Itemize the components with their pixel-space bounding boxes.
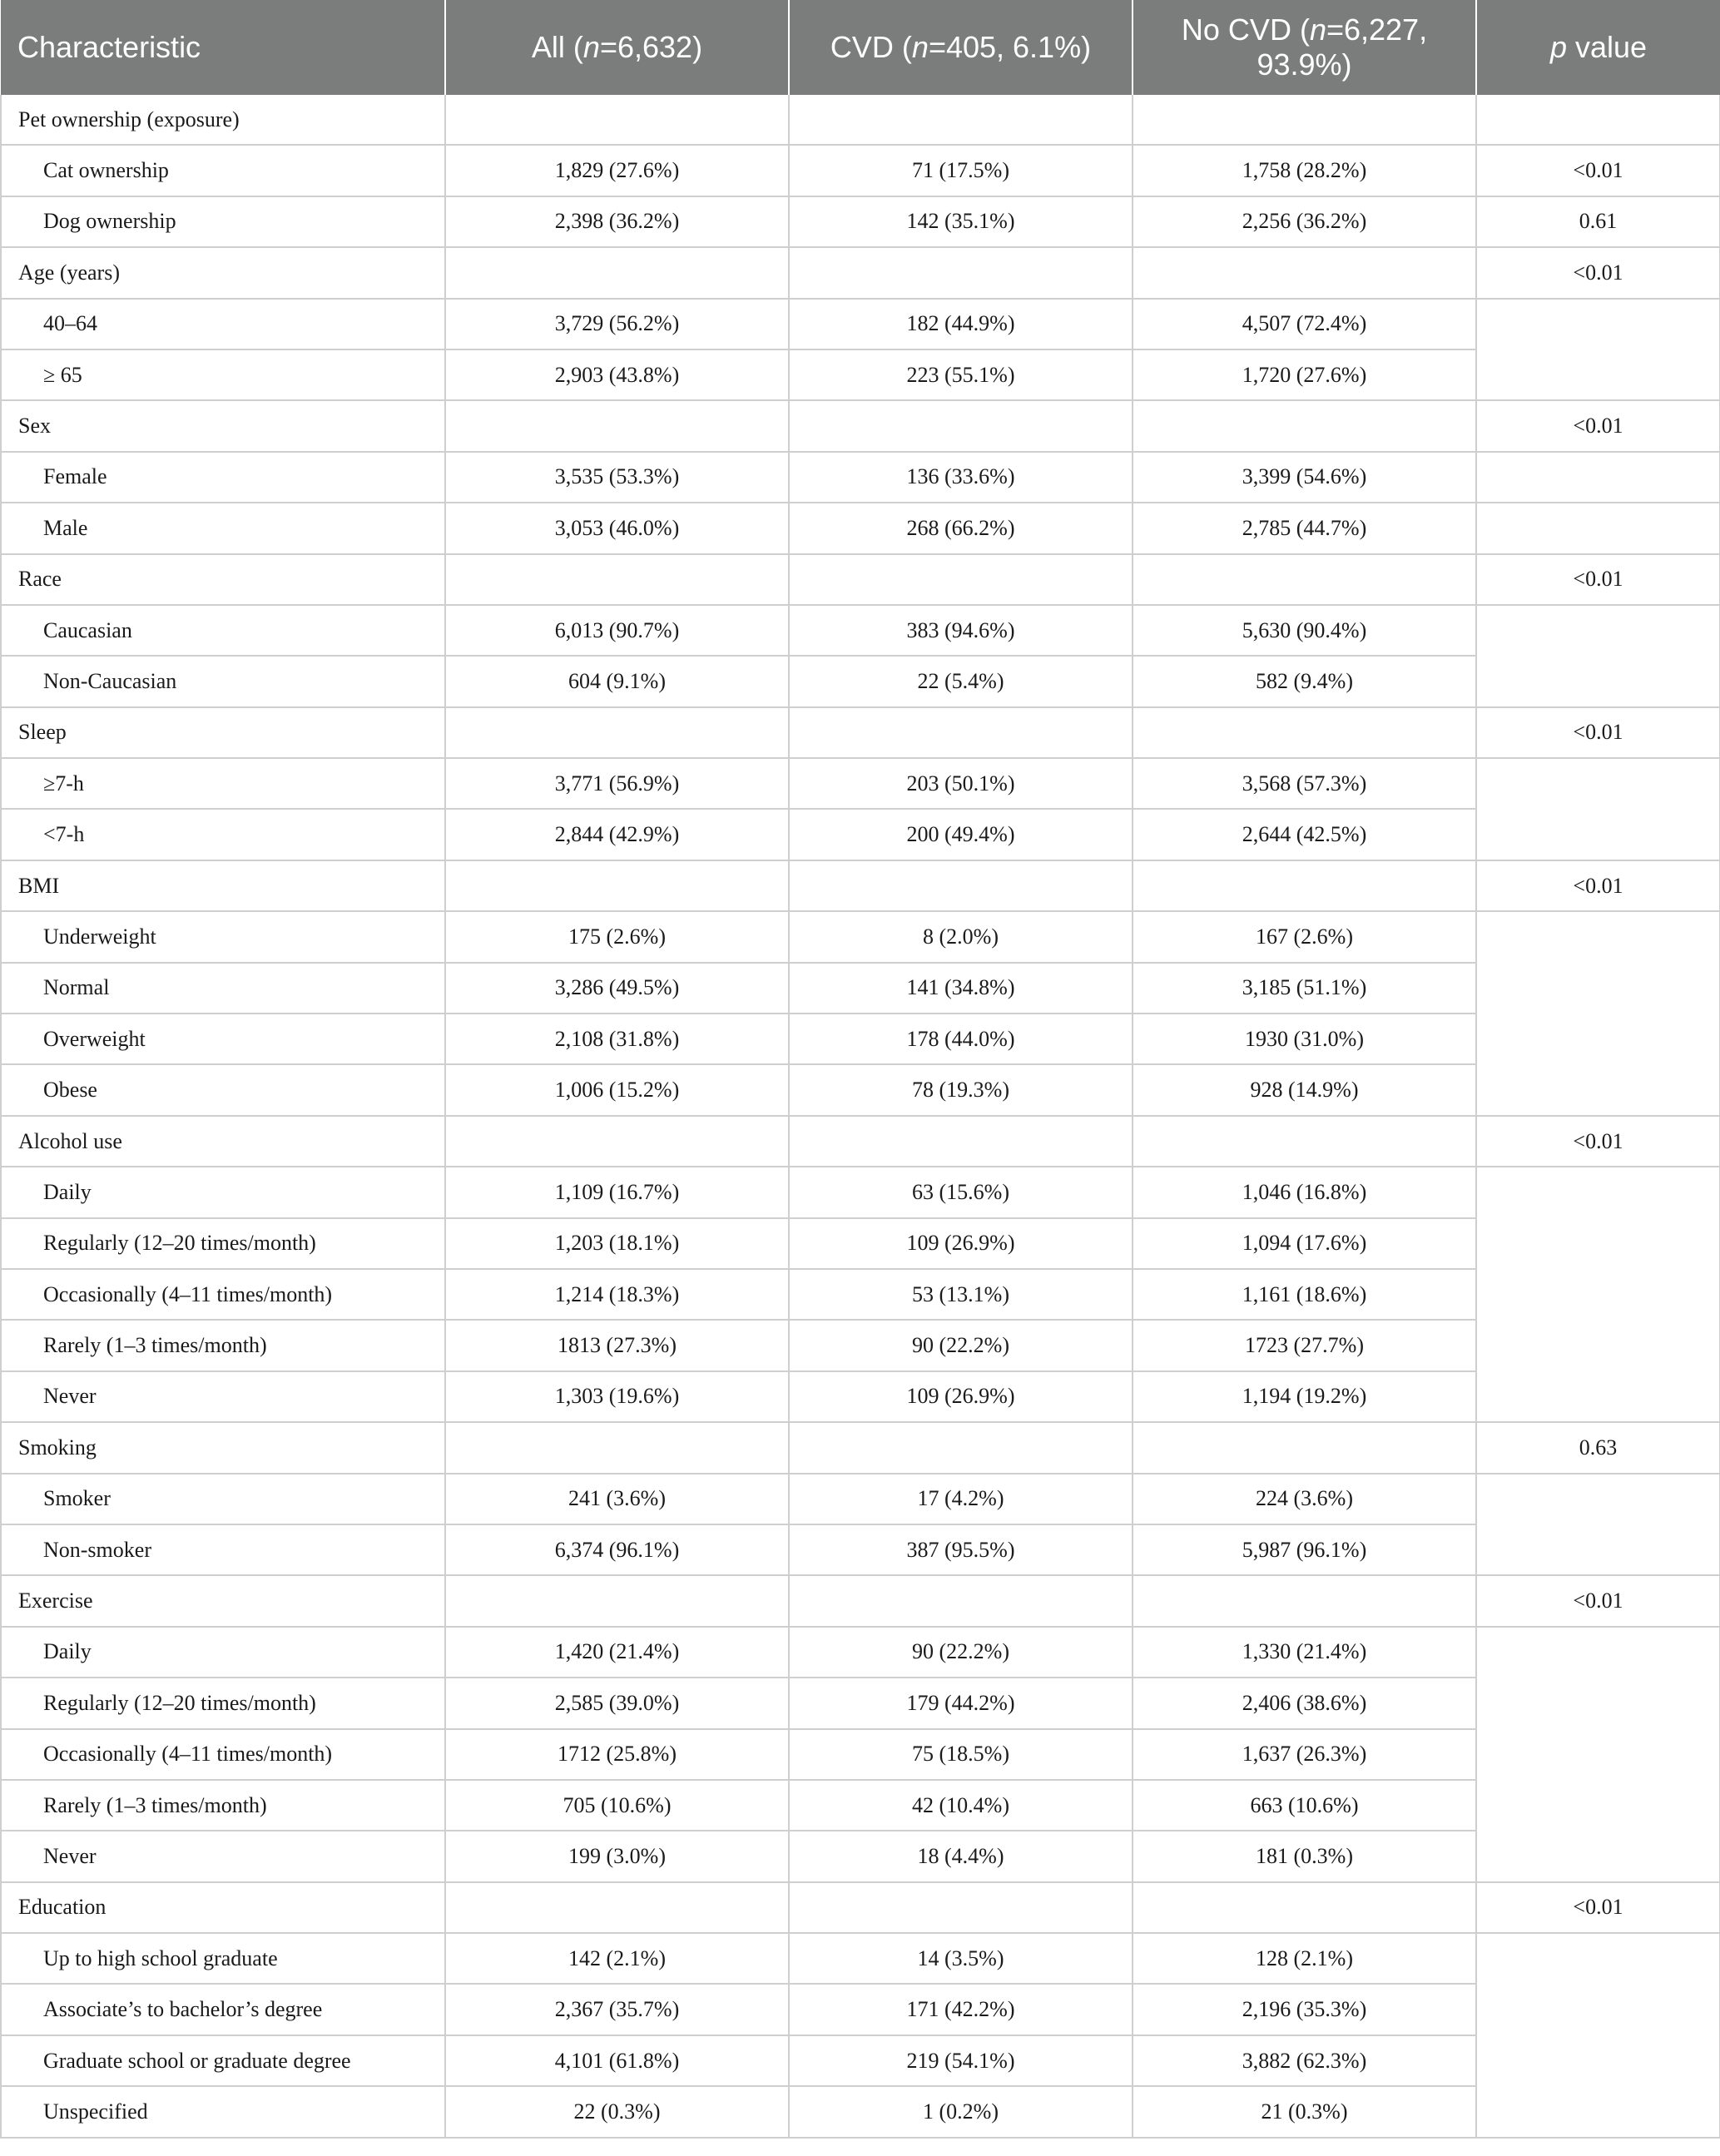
cell-cvd — [789, 1882, 1133, 1933]
row-label: Overweight — [1, 1014, 445, 1064]
cell-all: 3,053 (46.0%) — [445, 503, 789, 553]
cell-cvd: 17 (4.2%) — [789, 1474, 1133, 1524]
cell-cvd: 136 (33.6%) — [789, 452, 1133, 503]
cell-cvd: 42 (10.4%) — [789, 1780, 1133, 1831]
group-row — [1, 1116, 1720, 1167]
cell-cvd — [789, 247, 1133, 298]
row-label: ≥7-h — [1, 758, 445, 809]
table-row — [1, 196, 1720, 247]
cell-cvd: 109 (26.9%) — [789, 1218, 1133, 1269]
row-label: 40–64 — [1, 299, 445, 349]
table-row — [1, 1014, 1720, 1064]
cell-cvd: 142 (35.1%) — [789, 196, 1133, 247]
cell-all: 1,006 (15.2%) — [445, 1064, 789, 1115]
cell-cvd: 90 (22.2%) — [789, 1627, 1133, 1678]
cell-cvd: 14 (3.5%) — [789, 1933, 1133, 1984]
cell-all: 3,535 (53.3%) — [445, 452, 789, 503]
cell-all — [445, 1116, 789, 1167]
row-label: Daily — [1, 1627, 445, 1678]
row-label: Obese — [1, 1064, 445, 1115]
table-row — [1, 1780, 1720, 1831]
cell-no-cvd — [1133, 400, 1476, 451]
row-label: Never — [1, 1371, 445, 1422]
row-label: Rarely (1–3 times/month) — [1, 1780, 445, 1831]
cell-all: 6,374 (96.1%) — [445, 1524, 789, 1575]
cell-no-cvd: 3,882 (62.3%) — [1133, 2035, 1476, 2086]
cell-cvd — [789, 1116, 1133, 1167]
row-label: Occasionally (4–11 times/month) — [1, 1729, 445, 1780]
table-row — [1, 1064, 1720, 1115]
header-all-prefix: All ( — [531, 30, 583, 64]
cell-cvd — [789, 400, 1133, 451]
group-p-value — [1476, 95, 1720, 145]
row-label: Never — [1, 1831, 445, 1881]
cell-all: 4,101 (61.8%) — [445, 2035, 789, 2086]
cell-no-cvd: 167 (2.6%) — [1133, 911, 1476, 962]
cell-cvd: 268 (66.2%) — [789, 503, 1133, 553]
cell-cvd: 22 (5.4%) — [789, 656, 1133, 706]
cell-no-cvd — [1133, 1575, 1476, 1626]
header-nocvd-suffix: =6,227, 93.9%) — [1257, 12, 1428, 82]
cell-cvd: 53 (13.1%) — [789, 1269, 1133, 1320]
table-row — [1, 656, 1720, 706]
group-row — [1, 400, 1720, 451]
row-label: Non-smoker — [1, 1524, 445, 1575]
row-label: Normal — [1, 963, 445, 1014]
header-nocvd-prefix: No CVD ( — [1181, 12, 1310, 47]
cell-all: 175 (2.6%) — [445, 911, 789, 962]
cell-cvd: 387 (95.5%) — [789, 1524, 1133, 1575]
header-cvd-suffix: =405, 6.1%) — [928, 30, 1092, 64]
cell-no-cvd: 663 (10.6%) — [1133, 1780, 1476, 1831]
row-label: Non-Caucasian — [1, 656, 445, 706]
header-nocvd-n: n — [1309, 12, 1326, 47]
cell-cvd — [789, 707, 1133, 758]
table-row — [1, 1831, 1720, 1881]
cell-cvd: 182 (44.9%) — [789, 299, 1133, 349]
row-label: Dog ownership — [1, 196, 445, 247]
table-row — [1, 1167, 1720, 1217]
header-cvd-n: n — [911, 30, 929, 64]
cell-all: 2,844 (42.9%) — [445, 809, 789, 860]
cell-no-cvd: 1,046 (16.8%) — [1133, 1167, 1476, 1217]
table-row — [1, 1729, 1720, 1780]
table-row — [1, 963, 1720, 1014]
header-characteristic — [1, 0, 445, 95]
cell-cvd — [789, 1575, 1133, 1626]
header-all-n: n — [582, 30, 600, 64]
cell-cvd: 71 (17.5%) — [789, 145, 1133, 196]
cell-all: 6,013 (90.7%) — [445, 605, 789, 656]
row-label: Caucasian — [1, 605, 445, 656]
row-p-value — [1476, 1474, 1720, 1576]
cell-no-cvd: 2,785 (44.7%) — [1133, 503, 1476, 553]
cell-cvd — [789, 1422, 1133, 1473]
cell-cvd: 179 (44.2%) — [789, 1678, 1133, 1728]
group-row — [1, 1422, 1720, 1473]
cell-no-cvd — [1133, 95, 1476, 145]
row-label: Daily — [1, 1167, 445, 1217]
cell-no-cvd: 1,094 (17.6%) — [1133, 1218, 1476, 1269]
group-label: Age (years) — [1, 247, 445, 298]
row-label: Up to high school graduate — [1, 1933, 445, 1984]
group-p-value: <0.01 — [1476, 707, 1720, 758]
cell-all: 142 (2.1%) — [445, 1933, 789, 1984]
cell-all: 3,286 (49.5%) — [445, 963, 789, 1014]
group-row — [1, 95, 1720, 145]
cell-cvd: 1 (0.2%) — [789, 2086, 1133, 2137]
cell-no-cvd — [1133, 1882, 1476, 1933]
header-row — [1, 0, 1720, 95]
cell-cvd: 219 (54.1%) — [789, 2035, 1133, 2086]
cell-no-cvd: 582 (9.4%) — [1133, 656, 1476, 706]
row-label: Graduate school or graduate degree — [1, 2035, 445, 2086]
table-row — [1, 503, 1720, 553]
cell-cvd: 223 (55.1%) — [789, 349, 1133, 400]
header-no-cvd — [1133, 0, 1476, 95]
cell-cvd: 78 (19.3%) — [789, 1064, 1133, 1115]
row-label: Unspecified — [1, 2086, 445, 2137]
group-p-value: <0.01 — [1476, 1575, 1720, 1626]
cell-all: 3,771 (56.9%) — [445, 758, 789, 809]
cell-no-cvd: 21 (0.3%) — [1133, 2086, 1476, 2137]
table-row — [1, 1320, 1720, 1370]
cell-all — [445, 707, 789, 758]
cell-cvd: 383 (94.6%) — [789, 605, 1133, 656]
header-p: p — [1549, 30, 1567, 64]
cell-no-cvd: 2,644 (42.5%) — [1133, 809, 1476, 860]
cell-cvd: 18 (4.4%) — [789, 1831, 1133, 1881]
cell-cvd: 109 (26.9%) — [789, 1371, 1133, 1422]
row-p-value — [1476, 503, 1720, 553]
cell-cvd: 178 (44.0%) — [789, 1014, 1133, 1064]
group-label: Pet ownership (exposure) — [1, 95, 445, 145]
cell-no-cvd: 1,330 (21.4%) — [1133, 1627, 1476, 1678]
cell-all: 1712 (25.8%) — [445, 1729, 789, 1780]
row-p-value: 0.61 — [1476, 196, 1720, 247]
row-label: <7-h — [1, 809, 445, 860]
cell-all — [445, 400, 789, 451]
cell-all: 1,203 (18.1%) — [445, 1218, 789, 1269]
cell-all: 2,367 (35.7%) — [445, 1984, 789, 2035]
cell-all: 22 (0.3%) — [445, 2086, 789, 2137]
table-row — [1, 299, 1720, 349]
table-header — [1, 0, 1720, 95]
cell-no-cvd: 128 (2.1%) — [1133, 1933, 1476, 1984]
group-label: Exercise — [1, 1575, 445, 1626]
group-row — [1, 1575, 1720, 1626]
cell-all: 1,214 (18.3%) — [445, 1269, 789, 1320]
cell-all — [445, 1575, 789, 1626]
group-label: Education — [1, 1882, 445, 1933]
cell-all: 241 (3.6%) — [445, 1474, 789, 1524]
cell-no-cvd — [1133, 860, 1476, 911]
cell-all: 2,108 (31.8%) — [445, 1014, 789, 1064]
table-row — [1, 605, 1720, 656]
table-row — [1, 2035, 1720, 2086]
table-row — [1, 452, 1720, 503]
cell-no-cvd: 1723 (27.7%) — [1133, 1320, 1476, 1370]
table-row — [1, 1474, 1720, 1524]
table-row — [1, 1524, 1720, 1575]
header-all — [445, 0, 789, 95]
cell-cvd: 63 (15.6%) — [789, 1167, 1133, 1217]
cell-no-cvd: 1,720 (27.6%) — [1133, 349, 1476, 400]
table-row — [1, 758, 1720, 809]
cell-all — [445, 554, 789, 605]
header-all-suffix: =6,632) — [599, 30, 703, 64]
group-p-value: <0.01 — [1476, 1116, 1720, 1167]
cell-cvd: 200 (49.4%) — [789, 809, 1133, 860]
cell-all: 1,303 (19.6%) — [445, 1371, 789, 1422]
cell-all: 3,729 (56.2%) — [445, 299, 789, 349]
cell-cvd: 75 (18.5%) — [789, 1729, 1133, 1780]
header-p-suffix: value — [1566, 30, 1648, 64]
cell-no-cvd: 1,194 (19.2%) — [1133, 1371, 1476, 1422]
row-p-value — [1476, 299, 1720, 401]
row-p-value — [1476, 1933, 1720, 2138]
cell-no-cvd — [1133, 1422, 1476, 1473]
cell-no-cvd: 1930 (31.0%) — [1133, 1014, 1476, 1064]
cell-no-cvd: 1,637 (26.3%) — [1133, 1729, 1476, 1780]
cell-cvd: 141 (34.8%) — [789, 963, 1133, 1014]
table-row — [1, 1627, 1720, 1678]
header-characteristic-text: Characteristic — [17, 30, 201, 64]
cell-no-cvd — [1133, 554, 1476, 605]
group-p-value: 0.63 — [1476, 1422, 1720, 1473]
group-label: Smoking — [1, 1422, 445, 1473]
row-p-value — [1476, 605, 1720, 707]
cell-no-cvd: 5,987 (96.1%) — [1133, 1524, 1476, 1575]
row-label: Cat ownership — [1, 145, 445, 196]
cell-all: 1,420 (21.4%) — [445, 1627, 789, 1678]
row-p-value — [1476, 1627, 1720, 1882]
cell-no-cvd: 1,161 (18.6%) — [1133, 1269, 1476, 1320]
group-p-value: <0.01 — [1476, 247, 1720, 298]
cell-no-cvd: 2,406 (38.6%) — [1133, 1678, 1476, 1728]
row-p-value — [1476, 911, 1720, 1116]
group-label: BMI — [1, 860, 445, 911]
table-row — [1, 809, 1720, 860]
cell-all: 2,903 (43.8%) — [445, 349, 789, 400]
row-label: Regularly (12–20 times/month) — [1, 1678, 445, 1728]
group-label: Alcohol use — [1, 1116, 445, 1167]
cell-all: 604 (9.1%) — [445, 656, 789, 706]
cell-no-cvd: 181 (0.3%) — [1133, 1831, 1476, 1881]
row-label: Occasionally (4–11 times/month) — [1, 1269, 445, 1320]
group-row — [1, 247, 1720, 298]
group-row — [1, 707, 1720, 758]
cell-no-cvd: 3,568 (57.3%) — [1133, 758, 1476, 809]
cell-cvd — [789, 554, 1133, 605]
cell-cvd: 90 (22.2%) — [789, 1320, 1133, 1370]
table-row — [1, 1218, 1720, 1269]
cell-no-cvd — [1133, 1116, 1476, 1167]
cell-no-cvd: 3,399 (54.6%) — [1133, 452, 1476, 503]
cell-all: 2,398 (36.2%) — [445, 196, 789, 247]
row-p-value: <0.01 — [1476, 145, 1720, 196]
cell-no-cvd: 3,185 (51.1%) — [1133, 963, 1476, 1014]
cell-all: 705 (10.6%) — [445, 1780, 789, 1831]
row-label: ≥ 65 — [1, 349, 445, 400]
group-row — [1, 860, 1720, 911]
cell-no-cvd: 2,196 (35.3%) — [1133, 1984, 1476, 2035]
cell-all: 1,109 (16.7%) — [445, 1167, 789, 1217]
row-p-value — [1476, 1167, 1720, 1422]
table-row — [1, 349, 1720, 400]
cell-all: 1813 (27.3%) — [445, 1320, 789, 1370]
cell-all — [445, 247, 789, 298]
group-row — [1, 554, 1720, 605]
cell-all — [445, 1422, 789, 1473]
header-cvd — [789, 0, 1133, 95]
row-p-value — [1476, 452, 1720, 503]
row-p-value — [1476, 758, 1720, 860]
row-label: Regularly (12–20 times/month) — [1, 1218, 445, 1269]
table-row — [1, 1269, 1720, 1320]
row-label: Smoker — [1, 1474, 445, 1524]
group-label: Race — [1, 554, 445, 605]
cell-cvd: 203 (50.1%) — [789, 758, 1133, 809]
group-label: Sex — [1, 400, 445, 451]
cell-all: 199 (3.0%) — [445, 1831, 789, 1881]
cell-cvd: 171 (42.2%) — [789, 1984, 1133, 2035]
cell-all — [445, 95, 789, 145]
header-cvd-prefix: CVD ( — [830, 30, 912, 64]
table-body — [1, 95, 1720, 2138]
row-label: Rarely (1–3 times/month) — [1, 1320, 445, 1370]
cell-no-cvd: 928 (14.9%) — [1133, 1064, 1476, 1115]
header-p-value — [1476, 0, 1720, 95]
cell-no-cvd: 4,507 (72.4%) — [1133, 299, 1476, 349]
table-row — [1, 145, 1720, 196]
table-row — [1, 911, 1720, 962]
cell-cvd — [789, 95, 1133, 145]
group-p-value: <0.01 — [1476, 400, 1720, 451]
cell-no-cvd: 5,630 (90.4%) — [1133, 605, 1476, 656]
row-label: Male — [1, 503, 445, 553]
table-row — [1, 1371, 1720, 1422]
table-row — [1, 1984, 1720, 2035]
cell-no-cvd: 1,758 (28.2%) — [1133, 145, 1476, 196]
row-label: Associate’s to bachelor’s degree — [1, 1984, 445, 2035]
cell-no-cvd: 2,256 (36.2%) — [1133, 196, 1476, 247]
cell-no-cvd — [1133, 247, 1476, 298]
table-row — [1, 2086, 1720, 2137]
cell-all: 1,829 (27.6%) — [445, 145, 789, 196]
group-p-value: <0.01 — [1476, 1882, 1720, 1933]
cell-cvd: 8 (2.0%) — [789, 911, 1133, 962]
cell-cvd — [789, 860, 1133, 911]
cell-all — [445, 1882, 789, 1933]
row-label: Female — [1, 452, 445, 503]
group-row — [1, 1882, 1720, 1933]
group-p-value: <0.01 — [1476, 554, 1720, 605]
table-row — [1, 1933, 1720, 1984]
group-label: Sleep — [1, 707, 445, 758]
table-row — [1, 1678, 1720, 1728]
group-p-value: <0.01 — [1476, 860, 1720, 911]
cell-no-cvd: 224 (3.6%) — [1133, 1474, 1476, 1524]
cell-all — [445, 860, 789, 911]
cell-all: 2,585 (39.0%) — [445, 1678, 789, 1728]
cell-no-cvd — [1133, 707, 1476, 758]
row-label: Underweight — [1, 911, 445, 962]
